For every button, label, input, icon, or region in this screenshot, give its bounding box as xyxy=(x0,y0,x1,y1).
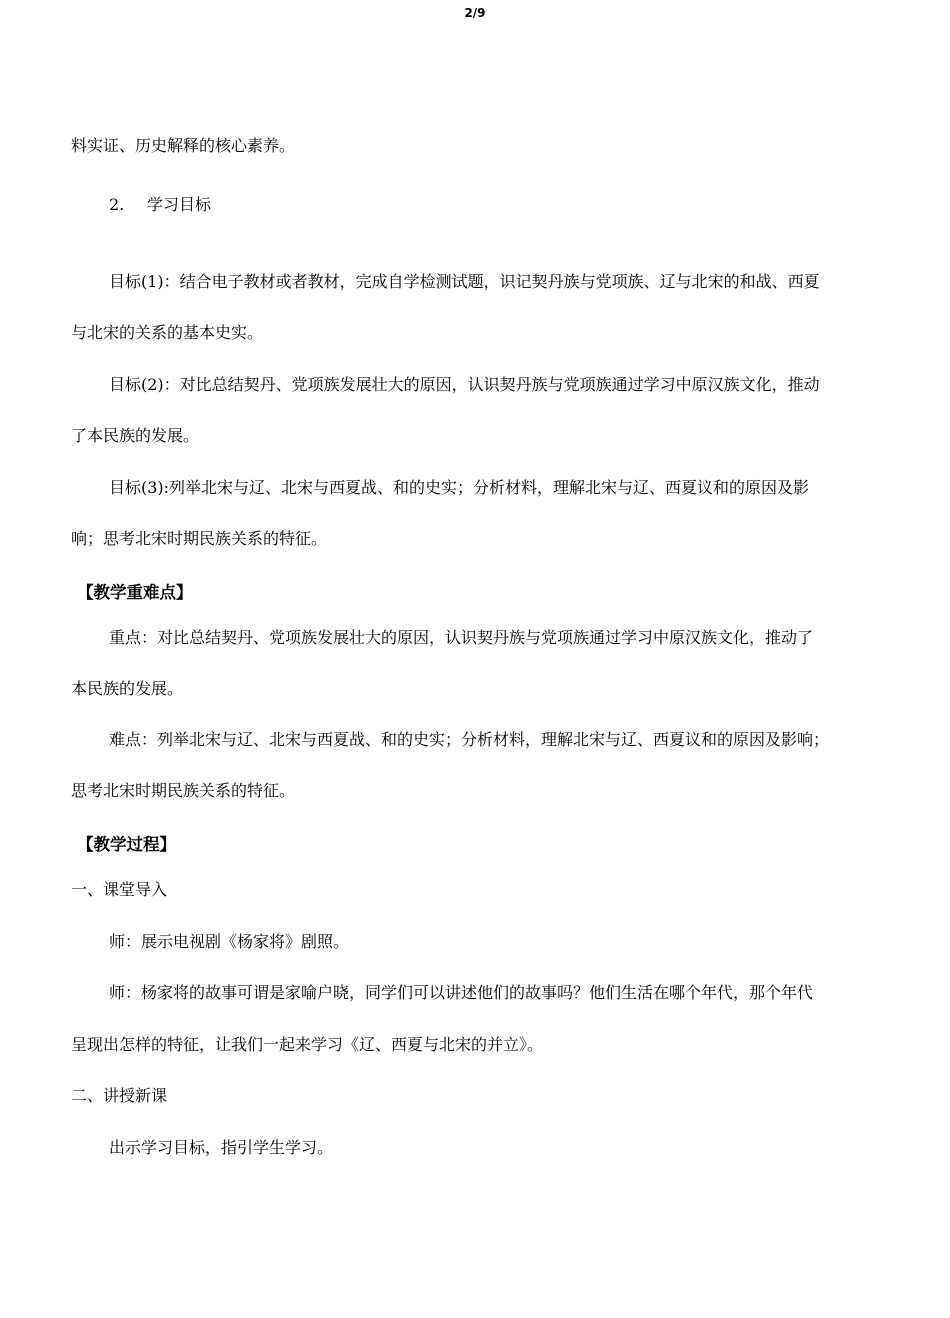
page-number: 2/9 xyxy=(464,6,486,20)
subsection-heading-new-lesson: 二、讲授新课 xyxy=(71,1086,168,1105)
teacher-line-cont: 呈现出怎样的特征，让我们一起来学习《辽、西夏与北宋的并立》。 xyxy=(71,1035,544,1054)
difficult-point-line: 难点：列举北宋与辽、北宋与西夏战、和的史实；分析材料，理解北宋与辽、西夏议和的原因及影响； xyxy=(109,730,830,749)
key-point-line-cont: 本民族的发展。 xyxy=(71,679,184,698)
section-heading-teaching-process: 【教学过程】 xyxy=(77,835,176,854)
subsection-heading-intro: 一、课堂导入 xyxy=(71,880,168,899)
goal-1-line: 目标(1)：结合电子教材或者教材，完成自学检测试题，识记契丹族与党项族、辽与北宋的和战、西夏 xyxy=(109,272,820,291)
difficult-point-line-cont: 思考北宋时期民族关系的特征。 xyxy=(71,781,296,800)
goal-1-line-cont: 与北宋的关系的基本史实。 xyxy=(71,323,264,342)
item-number: 2. xyxy=(109,195,125,214)
teacher-line: 师：展示电视剧《杨家将》剧照。 xyxy=(109,932,350,951)
goal-3-line-cont: 响；思考北宋时期民族关系的特征。 xyxy=(71,529,328,548)
numbered-item-learning-goals xyxy=(109,194,211,216)
item-text: 学习目标 xyxy=(147,195,212,214)
key-point-line: 重点：对比总结契丹、党项族发展壮大的原因，认识契丹族与党项族通过学习中原汉族文化，推动了 xyxy=(109,628,814,647)
teacher-line: 师：杨家将的故事可谓是家喻户晓，同学们可以讲述他们的故事吗？他们生活在哪个年代，那个年代 xyxy=(109,983,814,1002)
goal-3-line: 目标(3):列举北宋与辽、北宋与西夏战、和的史实；分析材料，理解北宋与辽、西夏议和的原因及影 xyxy=(109,478,810,497)
goal-2-line-cont: 了本民族的发展。 xyxy=(71,426,200,445)
paragraph-line: 出示学习目标，指引学生学习。 xyxy=(109,1138,334,1157)
section-heading-key-points: 【教学重难点】 xyxy=(77,583,193,602)
paragraph-line: 料实证、历史解释的核心素养。 xyxy=(71,136,296,155)
goal-2-line: 目标(2)：对比总结契丹、党项族发展壮大的原因，认识契丹族与党项族通过学习中原汉族文化，推动 xyxy=(109,375,820,394)
